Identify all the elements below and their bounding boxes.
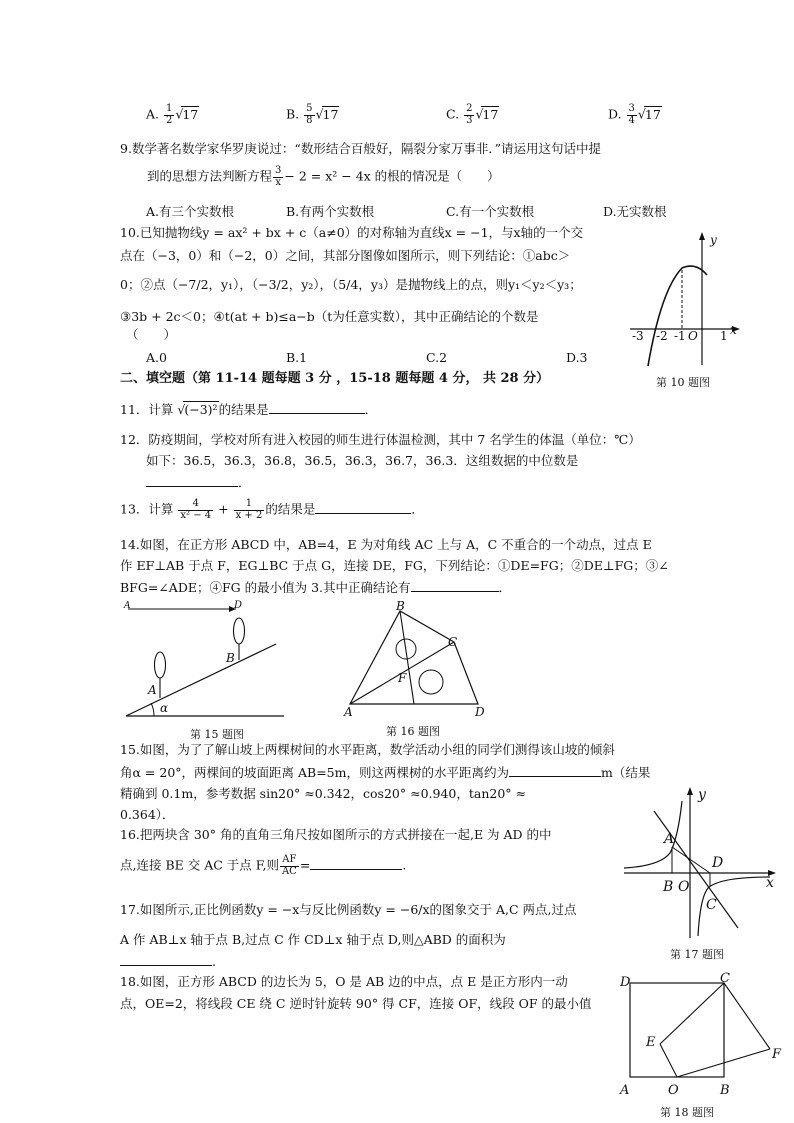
fig10-label-m3: -3	[632, 329, 644, 343]
fig16-caption: 第 16 题图	[386, 725, 440, 738]
fig18-label-o: O	[668, 1083, 679, 1098]
q15-line2: 角α = 20°，两棵间的坡面距离 AB=5m，则这两棵树的水平距离约为 m（结果	[120, 765, 651, 780]
q18-line1: 18.如图，正方形 ABCD 的边长为 5，O 是 AB 边的中点，点 E 是正方形内一动	[120, 974, 568, 989]
q14-line3: BFG=∠ADE；④FG 的最小值为 3.其中正确结论有 ．	[120, 580, 512, 595]
fig18-segment-ce	[660, 983, 724, 1044]
fig16-label-d: D	[475, 705, 485, 719]
fig16-quadrilateral	[350, 611, 478, 704]
fig17-label-o: O	[678, 879, 690, 895]
fig15-label-alpha: α	[160, 701, 169, 715]
q10-option-a: A.0	[146, 350, 167, 365]
q11-answer-blank[interactable]	[269, 401, 365, 414]
q10-line5: （ ）	[126, 327, 177, 342]
fig16-label-f: F	[398, 671, 407, 685]
q10-line4: ③3b + 2c＜0；④t(at + b)≤a−b（t为任意实数），其中正确结论的个数是	[120, 309, 539, 324]
q9-option-a: A.有三个实数根	[146, 204, 235, 219]
fig10-label-m2: -2	[656, 329, 668, 343]
q10-option-b: B.1	[286, 350, 308, 365]
fig17-caption: 第 17 题图	[670, 948, 724, 961]
q17-line3: .	[120, 953, 216, 969]
q17-line1: 17.如图所示,正比例函数y = −x与反比例函数y = −6/x的图象交于 A,C 两点,过点	[120, 902, 577, 917]
fig18-label-d: D	[620, 975, 631, 990]
q14-answer-blank[interactable]	[411, 579, 499, 592]
q9-option-b: B.有两个实数根	[286, 204, 375, 219]
fig15-caption: 第 15 题图	[190, 728, 244, 741]
fig15-tree-b-crown	[234, 618, 245, 644]
fig16-label-a: A	[344, 705, 353, 719]
q9-line1: 9.数学著名数学家华罗庚说过：“数形结合百般好，隔裂分家万事非．”请运用这句话中提	[120, 141, 601, 156]
fig10-label-m1: -1	[674, 329, 686, 343]
q15-line3: 精确到 0.1m，参考数据 sin20° ≈0.342，cos20° ≈0.940，tan20° ≈	[120, 786, 526, 801]
fig15-label-a-top: A	[124, 601, 131, 611]
q9-line2: 到的思想方法判断方程 $\frac{3}{x}$ − 2 = x² − 4x 的根的情况是（ ）	[147, 165, 500, 188]
q8-option-d: D. $\frac{3}{4}$ √17	[608, 103, 661, 126]
q13: 13．计算 $\frac{4}{\text{x² − 4}}$ + $\frac{1}{x + 2}$ 的结果是 ．	[120, 498, 424, 521]
q15-answer-blank[interactable]	[509, 764, 601, 777]
q10-option-d: D.3	[566, 350, 588, 365]
fig10-label-p1: 1	[720, 329, 728, 343]
figure-15	[118, 598, 298, 720]
fig18-segment-cf	[724, 983, 770, 1049]
q14-line1: 14.如图，在正方形 ABCD 中，AB=4，E 为对角线 AC 上与 A，C 不重合的一个动点，过点 E	[120, 537, 652, 552]
q16-line2: 点,连接 BE 交 AC 于点 F,则 $\frac{AF}{AC}$ = .	[120, 854, 407, 877]
fig16-label-b: B	[396, 600, 405, 613]
fig17-label-b: B	[663, 879, 674, 895]
q17-answer-blank[interactable]	[120, 953, 212, 966]
fig18-label-f: F	[772, 1047, 782, 1062]
fig18-label-e: E	[646, 1035, 656, 1050]
fig18-caption: 第 18 题图	[660, 1106, 714, 1119]
q9-option-c: C.有一个实数根	[446, 204, 535, 219]
fig17-line-y-neg-x	[654, 811, 738, 928]
fig17-label-y: y	[698, 787, 706, 803]
q12-line2: 如下：36.5，36.3，36.8，36.5，36.3，36.7，36.3．这组数据的中位数是	[146, 453, 579, 468]
q14-line2: 作 EF⊥AB 于点 F，EG⊥BC 于点 G，连接 DE，FG，下列结论：①DE=FG；②DE⊥FG；③∠	[120, 558, 669, 573]
fig17-label-x: x	[766, 875, 774, 891]
q12-line3: ．	[146, 474, 251, 490]
fig15-label-a: A	[148, 683, 157, 697]
q10-option-c: C.2	[426, 350, 448, 365]
fig16-label-c: C	[448, 635, 458, 649]
fig10-parabola	[648, 266, 707, 366]
figure-18	[618, 972, 790, 1102]
fig16-circle-2	[419, 670, 443, 694]
q11: 11．计算 √(−3)²的结果是 ．	[120, 402, 378, 417]
fig15-label-b: B	[226, 651, 235, 665]
figure-17	[620, 783, 780, 943]
q13-answer-blank[interactable]	[315, 501, 411, 514]
q12-answer-blank[interactable]	[146, 474, 238, 487]
fig15-label-d: D	[234, 600, 243, 611]
q10-line2: 点在（−3，0）和（−2，0）之间，其部分图像如图所示，则下列结论：①abc＞	[120, 248, 571, 263]
q12-line1: 12．防疫期间，学校对所有进入校园的师生进行体温检测，其中 7 名学生的体温（单位：℃）	[120, 432, 641, 447]
fig17-label-c: C	[706, 897, 717, 913]
q17-line2: A 作 AB⊥x 轴于点 B,过点 C 作 CD⊥x 轴于点 D,则△ABD 的面积为	[120, 932, 506, 947]
fig15-tree-a-crown	[155, 652, 166, 678]
fig17-label-d: D	[712, 855, 724, 871]
q10-line3: 0；②点（−7/2，y₁），（−3/2，y₂），（5/4，y₃）是抛物线上的点，则y₁＜y₂＜y₃；	[120, 277, 582, 292]
q16-answer-blank[interactable]	[310, 857, 402, 870]
q15-line4: 0.364）．	[120, 807, 175, 822]
q10-line1: 10.已知抛物线y = ax² + bx + c（a≠0）的对称轴为直线x = −1，与x轴的一个交	[120, 225, 584, 240]
fig18-segment-oe	[660, 1044, 677, 1077]
section-2-heading: 二、填空题（第 11-14 题每题 3 分 ，15-18 题每题 4 分， 共 28 分）	[120, 371, 550, 386]
q16-line1: 16.把两块含 30° 角的直角三角尺按如图所示的方式拼接在一起,E 为 AD 的中	[120, 827, 552, 842]
q18-line2: 点，OE=2，将线段 CE 绕 C 逆时针旋转 90° 得 CF，连接 OF，线段 OF 的最小值	[120, 996, 592, 1011]
fig10-label-x: x	[730, 323, 737, 337]
fig17-segment-ad	[672, 847, 710, 873]
figure-16	[340, 600, 496, 720]
fig10-label-o: O	[688, 329, 698, 343]
q9-option-d: D.无实数根	[603, 204, 667, 219]
fig10-caption: 第 10 题图	[656, 376, 710, 389]
fig18-label-b: B	[720, 1083, 730, 1098]
q8-option-a: A. $\frac{1}{2}$ √17	[146, 103, 199, 126]
fig18-label-a: A	[620, 1083, 630, 1098]
q8-option-c: C. $\frac{2}{3}$ √17	[446, 103, 499, 126]
figure-10	[626, 230, 746, 370]
fig15-slope	[126, 644, 276, 716]
fig17-label-a: A	[664, 831, 675, 847]
q8-option-b: B. $\frac{5}{8}$ √17	[286, 103, 339, 126]
q15-line1: 15.如图，为了了解山坡上两棵树间的水平距离，数学活动小组的同学们测得该山坡的倾斜	[120, 742, 615, 757]
fig18-label-c: C	[720, 972, 730, 986]
fig10-label-y: y	[710, 233, 717, 247]
